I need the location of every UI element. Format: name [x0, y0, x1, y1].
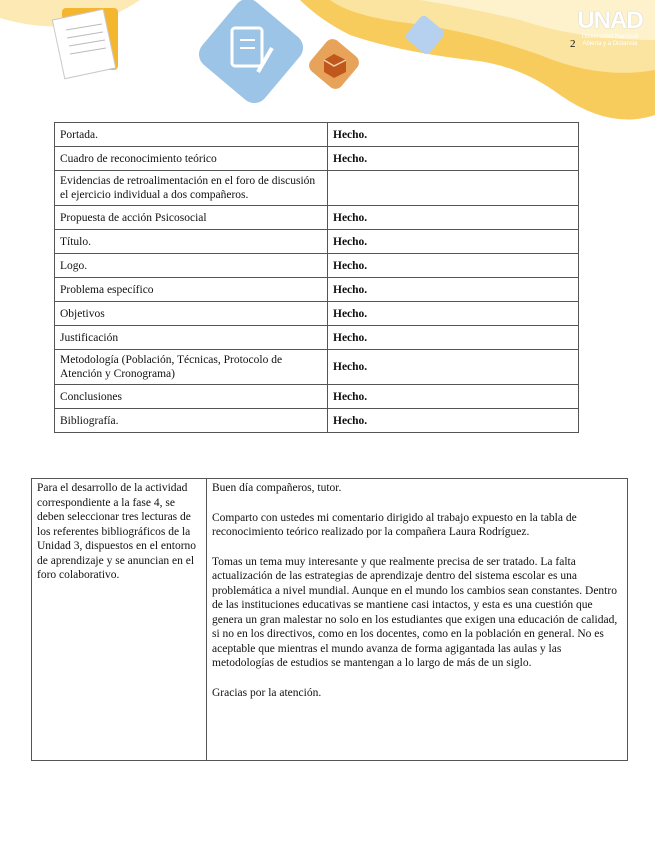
paragraph-1: Comparto con ustedes mi comentario dirigido al trabajo expuesto en la tabla de reconocimiento teórico realizado por la compañera Laura Rodríguez. — [212, 511, 577, 538]
task-cell: Logo. — [55, 254, 328, 278]
task-cell: Portada. — [55, 123, 328, 147]
status-cell: Hecho. — [328, 350, 579, 385]
task-cell: Metodología (Población, Técnicas, Protocolo de Atención y Cronograma) — [55, 350, 328, 385]
greeting: Buen día compañeros, tutor. — [212, 482, 342, 494]
checklist-row — [55, 302, 579, 326]
status-cell: Hecho. — [328, 385, 579, 409]
task-cell: Cuadro de reconocimiento teórico — [55, 147, 328, 171]
status-cell: Hecho. — [328, 326, 579, 350]
task-cell: Problema específico — [55, 278, 328, 302]
checklist-row — [55, 254, 579, 278]
task-cell: Justificación — [55, 326, 328, 350]
task-cell: Propuesta de acción Psicosocial — [55, 206, 328, 230]
status-cell: Hecho. — [328, 409, 579, 433]
unad-logo — [575, 8, 645, 48]
task-cell: Título. — [55, 230, 328, 254]
status-cell — [328, 171, 579, 206]
box-icon — [306, 36, 362, 92]
task-cell: Evidencias de retroalimentación en el foro de discusión el ejercicio individual a dos compañeros. — [55, 171, 328, 206]
checklist-row — [55, 385, 579, 409]
task-cell: Objetivos — [55, 302, 328, 326]
clipboard-pencil-icon — [193, 0, 309, 109]
page-number: 2 — [570, 38, 576, 50]
status-cell: Hecho. — [328, 206, 579, 230]
checklist-row — [55, 326, 579, 350]
checklist-row — [55, 350, 579, 385]
status-cell: Hecho. — [328, 254, 579, 278]
task-cell: Conclusiones — [55, 385, 328, 409]
status-cell: Hecho. — [328, 123, 579, 147]
checklist-table — [54, 122, 579, 433]
paragraph-2: Tomas un tema muy interesante y que realmente precisa de ser tratado. La falta actualización de las estrategias de aprendizaje dentro del sistema escolar es una problemática a nivel mundial. Aunque en el mundo los cambios sean constantes. Dentro de las instituciones educativas se mantiene casi intactos, y esta es una cuestión que genera un gran malestar no solo en los estudiantes que exigen una educación de calidad, si no en los directivos, como en los docentes, como en la población en general. No es aceptable que mientras el mundo avanza de forma agigantada las aulas y las metodologías de estudios se mantengan a lo largo de más de un siglo. — [212, 555, 618, 669]
forum-table — [31, 478, 628, 761]
task-cell: Bibliografía. — [55, 409, 328, 433]
checklist-row — [55, 171, 579, 206]
status-cell: Hecho. — [328, 302, 579, 326]
header-decoration — [0, 0, 655, 125]
comment-cell — [207, 479, 628, 761]
status-cell: Hecho. — [328, 147, 579, 171]
checklist-row — [55, 409, 579, 433]
logo-name: UNAD — [577, 7, 643, 34]
instructions-cell: Para el desarrollo de la actividad correspondiente a la fase 4, se deben seleccionar tres lecturas de los referentes bibliográficos de la Unidad 3, dispuestos en el entorno de aprendizaje y se anuncian en el foro colaborativo. — [32, 479, 207, 761]
notepad-icon — [52, 8, 118, 79]
closing: Gracias por la atención. — [212, 686, 322, 699]
status-cell: Hecho. — [328, 278, 579, 302]
page-header — [0, 0, 655, 125]
logo-subtitle-2: Abierta y a Distancia — [582, 41, 638, 47]
status-cell: Hecho. — [328, 230, 579, 254]
checklist-row — [55, 206, 579, 230]
checklist-row — [55, 278, 579, 302]
checklist-row — [55, 230, 579, 254]
logo-subtitle-1: Universidad Nacional — [581, 34, 639, 40]
checklist-row — [55, 147, 579, 171]
checklist-row — [55, 123, 579, 147]
forum-row — [32, 479, 628, 761]
